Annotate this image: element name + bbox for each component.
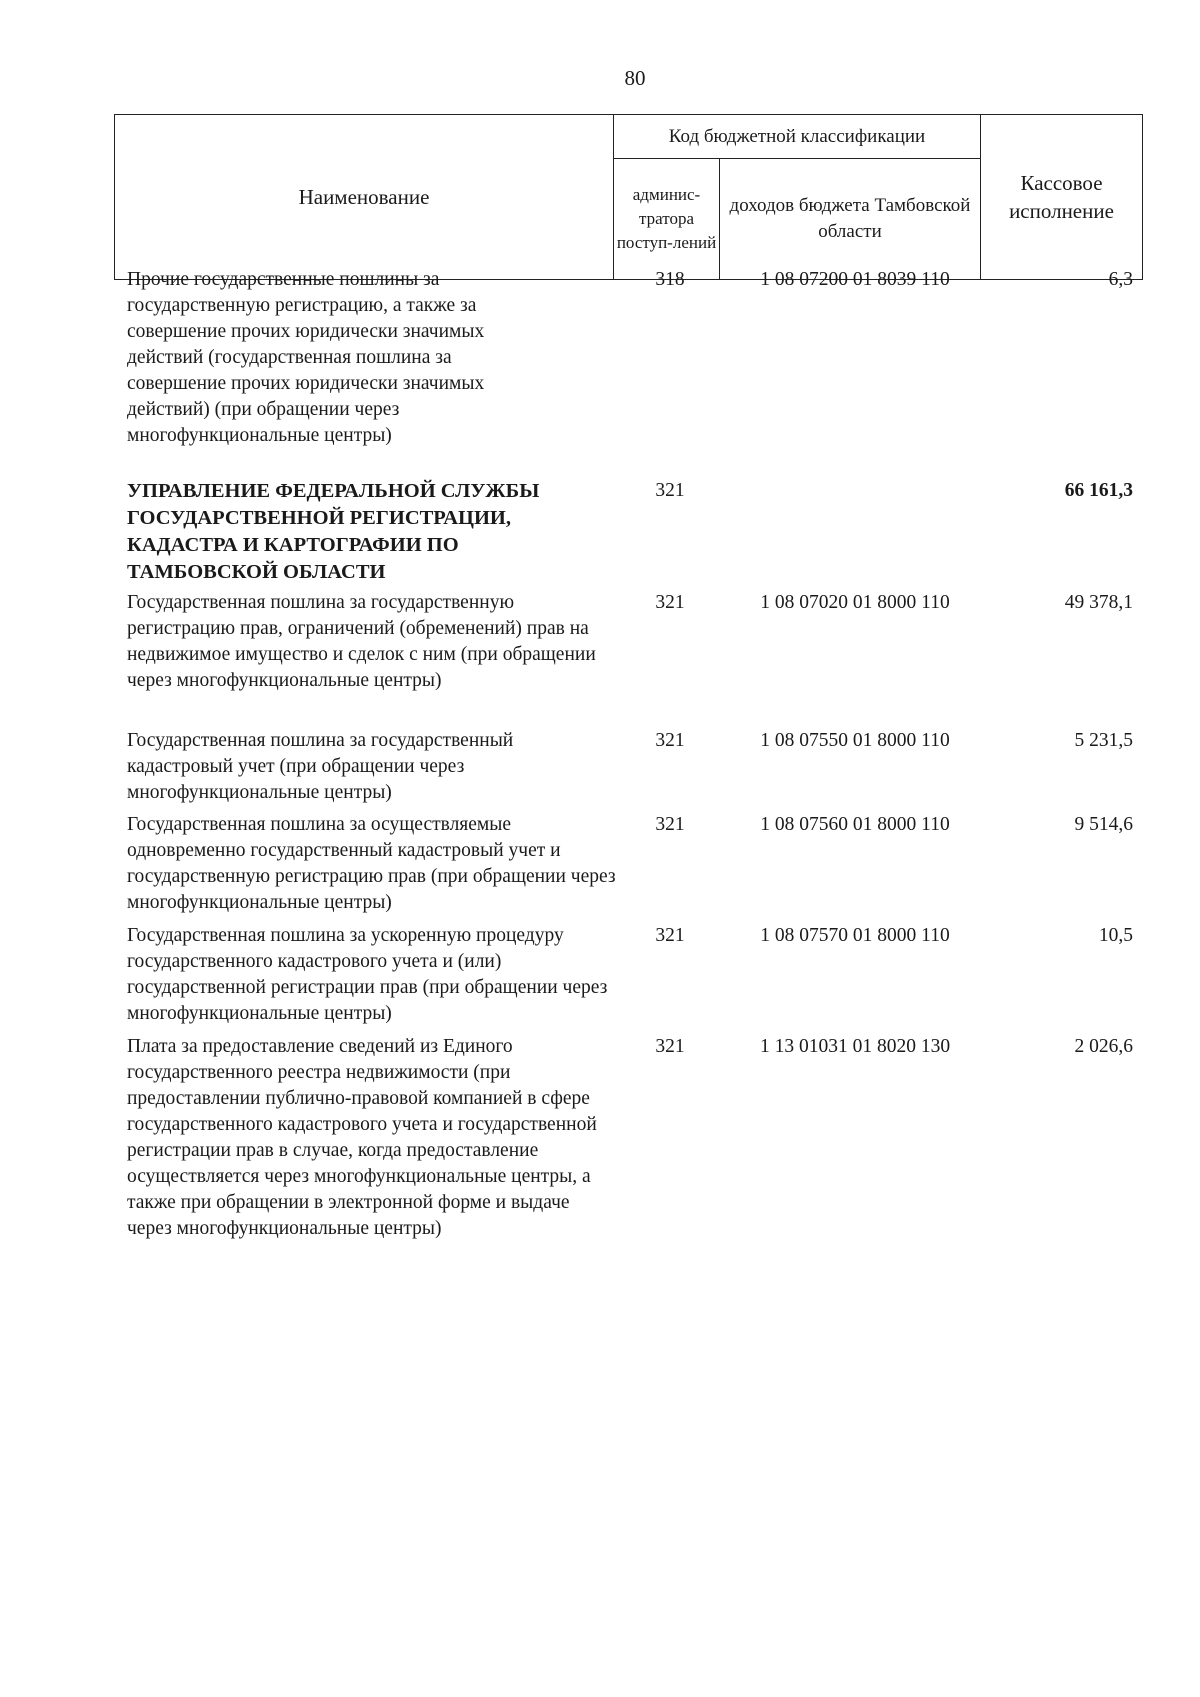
header-income: доходов бюджета Тамбовской области — [720, 159, 981, 279]
row-amount: 2 026,6 — [1074, 1036, 1133, 1057]
row-budget-code: 1 08 07560 01 8000 110 — [760, 814, 950, 835]
row-amount: 49 378,1 — [1064, 592, 1133, 613]
header-execution: Кассовое исполнение — [1009, 171, 1114, 223]
row-amount: 6,3 — [1108, 269, 1133, 290]
row-name: Государственная пошлина за осуществляемые одновременно государственный кадастровый учет и государственную регистрацию прав (при обращении через многофункциональные центры) — [127, 814, 616, 913]
row-amount: 10,5 — [1098, 925, 1133, 946]
row-budget-code: 1 08 07570 01 8000 110 — [760, 925, 950, 946]
row-name: Прочие государственные пошлины за государственную регистрацию, а также за совершение прочих юридически значимых действий (государственная пошлина за совершение прочих юридически значимых действий) (при обращении через многофункциональные центры) — [127, 269, 485, 446]
page-number: 80 — [624, 66, 646, 90]
row-name: УПРАВЛЕНИЕ ФЕДЕРАЛЬНОЙ СЛУЖБЫ ГОСУДАРСТВЕННОЙ РЕГИСТРАЦИИ, КАДАСТРА И КАРТОГРАФИИ ПО ТАМБОВСКОЙ ОБЛАСТИ — [127, 480, 540, 583]
row-budget-code: 1 08 07200 01 8039 110 — [760, 269, 950, 290]
row-amount: 66 161,3 — [1064, 480, 1133, 501]
row-name: Государственная пошлина за государственный кадастровый учет (при обращении через многофункциональные центры) — [127, 730, 514, 803]
row-admin-code: 318 — [655, 269, 685, 290]
header-name: Наименование — [115, 115, 614, 279]
row-budget-code: 1 13 01031 01 8020 130 — [759, 1036, 951, 1057]
row-admin-code: 321 — [655, 1036, 685, 1057]
row-admin-code: 321 — [655, 925, 685, 946]
row-admin-code: 321 — [655, 592, 685, 613]
header-admin: админис-тратора поступ-лений — [614, 159, 720, 279]
row-amount: 5 231,5 — [1074, 730, 1133, 751]
header-code-group: Код бюджетной классификации — [614, 115, 981, 159]
table-header — [114, 114, 1143, 280]
row-budget-code: 1 08 07020 01 8000 110 — [760, 592, 950, 613]
row-name: Государственная пошлина за ускоренную процедуру государственного кадастрового учета и (или) государственной регистрации прав (при обращении через многофункциональные центры) — [127, 925, 608, 1024]
row-name: Плата за предоставление сведений из Единого государственного реестра недвижимости (при предоставлении публично-правовой компанией в сфере государственного кадастрового учета и государственной регистрации прав в случае, когда предоставление осуществляется через многофункциональные центры, а также при обращении в электронной форме и выдаче через многофункциональные центры) — [127, 1036, 597, 1239]
row-amount: 9 514,6 — [1074, 814, 1133, 835]
row-admin-code: 321 — [655, 480, 685, 501]
row-name: Государственная пошлина за государственную регистрацию прав, ограничений (обременений) прав на недвижимое имущество и сделок с ним (при обращении через многофункциональные центры) — [127, 592, 596, 691]
row-admin-code: 321 — [655, 814, 685, 835]
row-admin-code: 321 — [655, 730, 685, 751]
row-budget-code: 1 08 07550 01 8000 110 — [760, 730, 950, 751]
